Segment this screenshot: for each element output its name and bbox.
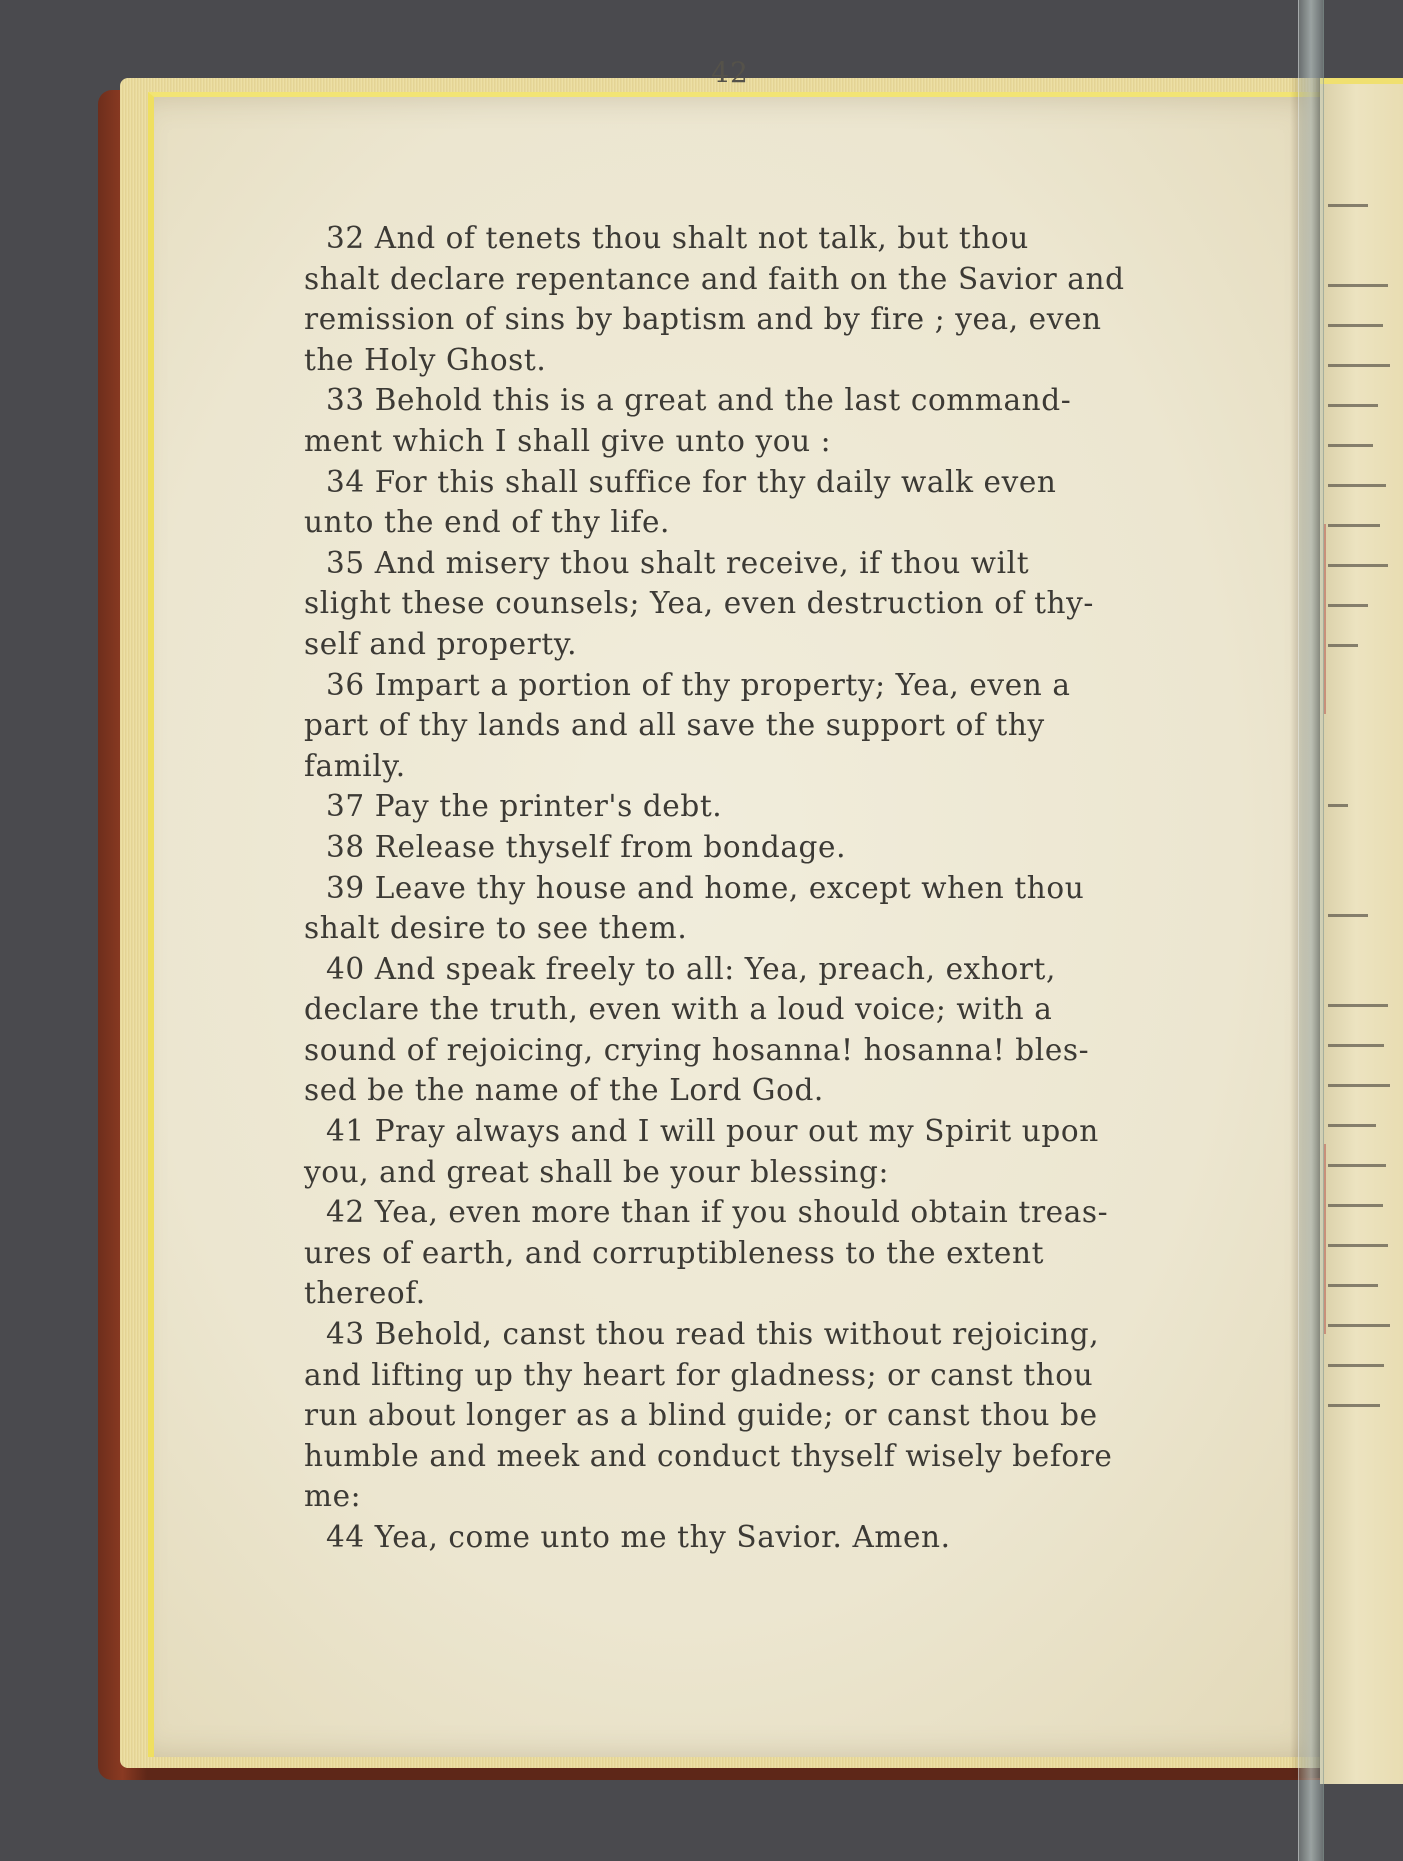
text-line: 39 Leave thy house and home, except when thou <box>326 870 1085 905</box>
text-line: and lifting up thy heart for gladness; or canst thou <box>304 1357 1094 1392</box>
text-line: sound of rejoicing, crying hosanna! hosanna! bles- <box>304 1032 1090 1067</box>
red-pencil-mark <box>1324 1144 1396 1334</box>
text-line: 37 Pay the printer's debt. <box>326 789 723 824</box>
text-line: thereof. <box>304 1276 426 1311</box>
text-line: humble and meek and conduct thyself wisely before <box>304 1438 1113 1473</box>
text-line: family. <box>304 748 406 783</box>
text-line: 44 Yea, come unto me thy Savior. Amen. <box>326 1520 951 1554</box>
text-line: the Holy Ghost. <box>304 342 547 377</box>
text-line: you, and great shall be your blessing: <box>304 1154 889 1189</box>
text-line: ures of earth, and corruptibleness to the extent <box>304 1235 1045 1270</box>
right-page-text-fragment <box>1328 364 1390 367</box>
glass-page-holder <box>1298 0 1324 1861</box>
text-line: 32 And of tenets thou shalt not talk, but thou <box>326 221 1029 255</box>
text-line: 40 And speak freely to all: Yea, preach, exhort, <box>326 951 1056 986</box>
text-line: self and property. <box>304 626 578 661</box>
text-line: 38 Release thyself from bondage. <box>326 829 847 864</box>
text-line: part of thy lands and all save the support of thy <box>304 708 1045 743</box>
text-line: declare the truth, even with a loud voice; with a <box>304 992 1053 1027</box>
right-page-text-fragment <box>1328 1044 1384 1047</box>
text-line: ment which I shall give unto you : <box>304 423 832 458</box>
text-line: 36 Impart a portion of thy property; Yea, even a <box>326 667 1071 702</box>
right-page-text-fragment <box>1328 1364 1384 1367</box>
page-number: 42 <box>711 56 749 89</box>
text-line: unto the end of thy life. <box>304 505 670 540</box>
text-line: shalt desire to see them. <box>304 911 688 946</box>
right-page-fragment <box>1320 78 1403 1784</box>
right-page-text-fragment <box>1328 444 1373 447</box>
text-line: shalt declare repentance and faith on the Savior and <box>304 261 1125 296</box>
right-page-heading-fragment <box>1328 204 1368 207</box>
text-line: 34 For this shall suffice for thy daily walk even <box>326 464 1057 499</box>
right-page-divider <box>1328 804 1348 807</box>
text-line: me: <box>304 1479 362 1514</box>
text-line: 35 And misery thou shalt receive, if thou wilt <box>326 545 1030 580</box>
right-page-text-fragment <box>1328 484 1386 487</box>
text-line: 42 Yea, even more than if you should obtain treas- <box>326 1195 1109 1230</box>
right-page-text-fragment <box>1328 1124 1376 1127</box>
right-page-text-fragment <box>1328 1404 1380 1407</box>
text-line: 43 Behold, canst thou read this without rejoicing, <box>326 1317 1100 1352</box>
right-page-heading-fragment <box>1328 914 1368 917</box>
text-line: 41 Pray always and I will pour out my Spirit upon <box>326 1114 1099 1149</box>
text-line: remission of sins by baptism and by fire ; yea, even <box>304 302 1102 337</box>
right-page-text-fragment <box>1328 1004 1388 1007</box>
text-line: 33 Behold this is a great and the last command- <box>326 383 1072 418</box>
right-page-text-fragment <box>1328 1084 1390 1087</box>
text-line: slight these counsels; Yea, even destruction of thy- <box>304 586 1094 621</box>
right-page-text-fragment <box>1328 284 1388 287</box>
right-page-text-fragment <box>1328 324 1383 327</box>
text-line: run about longer as a blind guide; or canst thou be <box>304 1398 1098 1433</box>
verse-text-block <box>304 218 1204 1558</box>
text-line: sed be the name of the Lord God. <box>304 1073 824 1108</box>
red-pencil-mark <box>1324 524 1396 714</box>
right-page-text-fragment <box>1328 404 1378 407</box>
